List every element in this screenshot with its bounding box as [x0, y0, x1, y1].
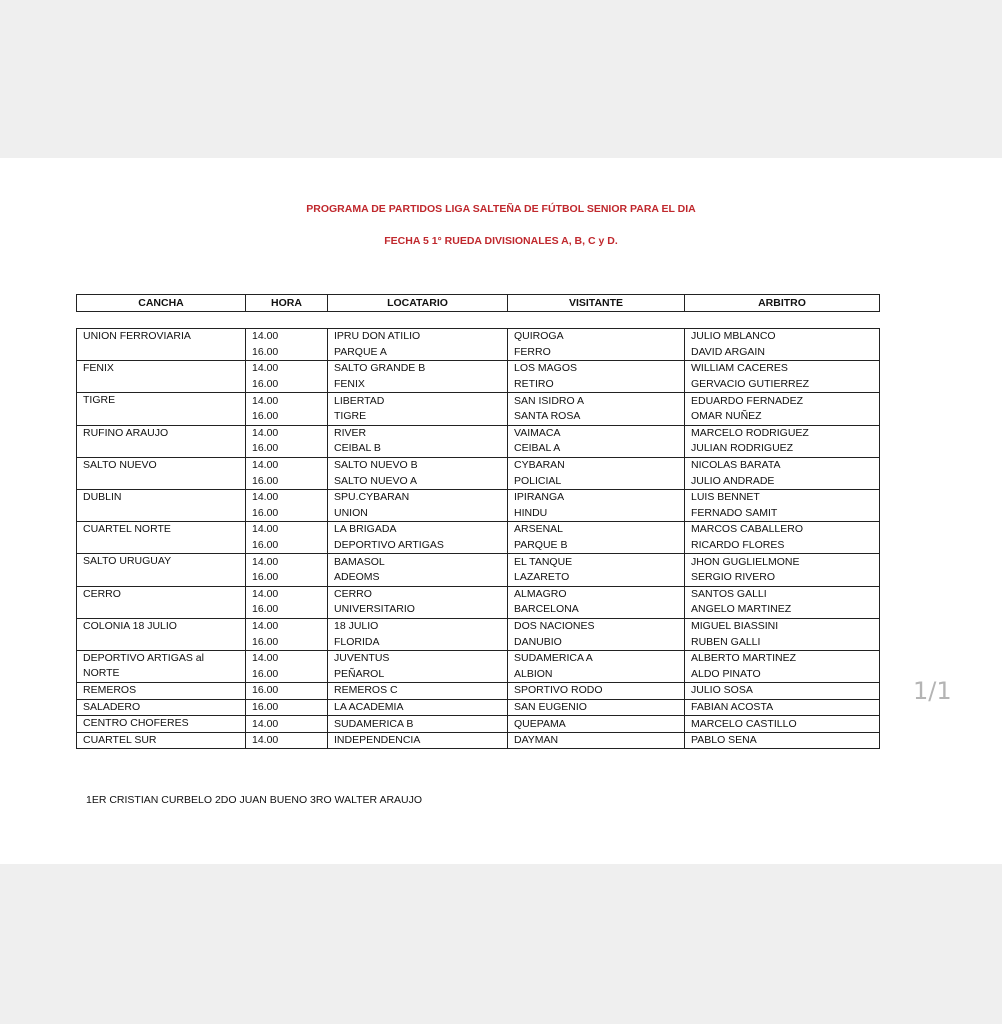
table-row [77, 473, 880, 489]
table-row [77, 329, 880, 345]
cell-visitante: RETIRO [508, 377, 685, 393]
cell-arbitro: JULIAN RODRIGUEZ [685, 441, 880, 457]
cell-cancha [77, 634, 246, 650]
cell-hora: 14.00 [246, 522, 328, 538]
cell-cancha [77, 538, 246, 554]
cell-arbitro: ANGELO MARTINEZ [685, 602, 880, 618]
cell-arbitro: DAVID ARGAIN [685, 345, 880, 361]
table-row [77, 506, 880, 522]
cell-locatario: LIBERTAD [328, 393, 508, 409]
cell-cancha: CENTRO CHOFERES [77, 716, 246, 733]
cell-cancha: RUFINO ARAUJO [77, 425, 246, 441]
cell-locatario: FLORIDA [328, 634, 508, 650]
cell-hora: 16.00 [246, 473, 328, 489]
cell-arbitro: RUBEN GALLI [685, 634, 880, 650]
cell-visitante: DOS NACIONES [508, 618, 685, 634]
cell-locatario: IPRU DON ATILIO [328, 329, 508, 345]
table-row [77, 570, 880, 586]
cell-cancha: DEPORTIVO ARTIGAS al [77, 650, 246, 666]
cell-hora: 14.00 [246, 393, 328, 409]
cell-locatario: REMEROS C [328, 683, 508, 700]
cell-cancha [77, 409, 246, 425]
cell-locatario: LA ACADEMIA [328, 699, 508, 716]
cell-hora: 16.00 [246, 634, 328, 650]
cell-hora: 16.00 [246, 441, 328, 457]
table-row [77, 377, 880, 393]
cell-cancha: SALADERO [77, 699, 246, 716]
cell-locatario: TIGRE [328, 409, 508, 425]
cell-hora: 14.00 [246, 425, 328, 441]
table-row [77, 650, 880, 666]
document-subtitle: FECHA 5 1° RUEDA DIVISIONALES A, B, C y D. [384, 235, 618, 247]
cell-cancha: NORTE [77, 666, 246, 682]
cell-visitante: DAYMAN [508, 732, 685, 749]
table-row [77, 683, 880, 700]
table-row [77, 732, 880, 749]
cell-hora: 16.00 [246, 683, 328, 700]
cell-visitante: SANTA ROSA [508, 409, 685, 425]
cell-locatario: CEIBAL B [328, 441, 508, 457]
cell-visitante: CEIBAL A [508, 441, 685, 457]
header-cancha: CANCHA [77, 295, 246, 312]
cell-locatario: BAMASOL [328, 554, 508, 570]
table-row [77, 554, 880, 570]
cell-visitante: SAN EUGENIO [508, 699, 685, 716]
cell-hora: 14.00 [246, 329, 328, 345]
table-row [77, 425, 880, 441]
table-row [77, 586, 880, 602]
cell-visitante: EL TANQUE [508, 554, 685, 570]
cell-arbitro: JHON GUGLIELMONE [685, 554, 880, 570]
cell-hora: 16.00 [246, 345, 328, 361]
cell-hora: 16.00 [246, 506, 328, 522]
table-row [77, 602, 880, 618]
cell-cancha [77, 570, 246, 586]
cell-locatario: INDEPENDENCIA [328, 732, 508, 749]
cell-visitante: PARQUE B [508, 538, 685, 554]
cell-hora: 16.00 [246, 699, 328, 716]
cell-locatario: PARQUE A [328, 345, 508, 361]
cell-cancha [77, 345, 246, 361]
cell-cancha: SALTO URUGUAY [77, 554, 246, 570]
table-row [77, 457, 880, 473]
cell-arbitro: NICOLAS BARATA [685, 457, 880, 473]
cell-locatario: CERRO [328, 586, 508, 602]
table-row [77, 716, 880, 733]
cell-arbitro: LUIS BENNET [685, 489, 880, 505]
header-table [76, 294, 880, 312]
cell-locatario: ADEOMS [328, 570, 508, 586]
cell-hora: 14.00 [246, 586, 328, 602]
cell-cancha [77, 506, 246, 522]
cell-arbitro: GERVACIO GUTIERREZ [685, 377, 880, 393]
cell-hora: 14.00 [246, 732, 328, 749]
cell-hora: 14.00 [246, 457, 328, 473]
cell-visitante: IPIRANGA [508, 489, 685, 505]
cell-hora: 14.00 [246, 554, 328, 570]
cell-visitante: FERRO [508, 345, 685, 361]
cell-cancha: TIGRE [77, 393, 246, 409]
table-row [77, 409, 880, 425]
table-row [77, 634, 880, 650]
cell-hora: 16.00 [246, 666, 328, 682]
cell-arbitro: RICARDO FLORES [685, 538, 880, 554]
cell-locatario: LA BRIGADA [328, 522, 508, 538]
cell-locatario: UNIVERSITARIO [328, 602, 508, 618]
cell-hora: 16.00 [246, 538, 328, 554]
table-row [77, 666, 880, 682]
cell-cancha: UNION FERROVIARIA [77, 329, 246, 345]
cell-arbitro: MARCELO RODRIGUEZ [685, 425, 880, 441]
cell-cancha [77, 473, 246, 489]
cell-hora: 16.00 [246, 409, 328, 425]
cell-locatario: SPU.CYBARAN [328, 489, 508, 505]
cell-locatario: SALTO GRANDE B [328, 361, 508, 377]
cell-visitante: SAN ISIDRO A [508, 393, 685, 409]
cell-locatario: DEPORTIVO ARTIGAS [328, 538, 508, 554]
table-row [77, 393, 880, 409]
cell-arbitro: MARCELO CASTILLO [685, 716, 880, 733]
cell-visitante: LAZARETO [508, 570, 685, 586]
cell-cancha: SALTO NUEVO [77, 457, 246, 473]
cell-hora: 16.00 [246, 377, 328, 393]
cell-arbitro: ALBERTO MARTINEZ [685, 650, 880, 666]
cell-visitante: DANUBIO [508, 634, 685, 650]
cell-arbitro: FABIAN ACOSTA [685, 699, 880, 716]
cell-arbitro: JULIO ANDRADE [685, 473, 880, 489]
cell-arbitro: MARCOS CABALLERO [685, 522, 880, 538]
table-row [77, 441, 880, 457]
table-row [77, 361, 880, 377]
cell-arbitro: ALDO PINATO [685, 666, 880, 682]
cell-cancha: CUARTEL SUR [77, 732, 246, 749]
table-row [77, 699, 880, 716]
cell-cancha: FENIX [77, 361, 246, 377]
cell-cancha [77, 602, 246, 618]
cell-arbitro: EDUARDO FERNADEZ [685, 393, 880, 409]
cell-visitante: ALMAGRO [508, 586, 685, 602]
document-page [0, 158, 1002, 864]
cell-cancha: DUBLIN [77, 489, 246, 505]
cell-visitante: ARSENAL [508, 522, 685, 538]
cell-hora: 14.00 [246, 650, 328, 666]
cell-cancha: REMEROS [77, 683, 246, 700]
cell-cancha: CUARTEL NORTE [77, 522, 246, 538]
cell-visitante: VAIMACA [508, 425, 685, 441]
table-row [77, 489, 880, 505]
cell-arbitro: MIGUEL BIASSINI [685, 618, 880, 634]
cell-locatario: SUDAMERICA B [328, 716, 508, 733]
cell-cancha [77, 377, 246, 393]
header-hora: HORA [246, 295, 328, 312]
cell-locatario: FENIX [328, 377, 508, 393]
header-row [77, 295, 880, 312]
cell-arbitro: PABLO SENA [685, 732, 880, 749]
cell-locatario: 18 JULIO [328, 618, 508, 634]
header-locatario: LOCATARIO [328, 295, 508, 312]
table-row [77, 345, 880, 361]
cell-locatario: UNION [328, 506, 508, 522]
cell-visitante: SPORTIVO RODO [508, 683, 685, 700]
cell-locatario: JUVENTUS [328, 650, 508, 666]
table-row [77, 538, 880, 554]
cell-visitante: HINDU [508, 506, 685, 522]
cell-hora: 16.00 [246, 570, 328, 586]
cell-hora: 14.00 [246, 489, 328, 505]
cell-locatario: SALTO NUEVO A [328, 473, 508, 489]
cell-arbitro: WILLIAM CACERES [685, 361, 880, 377]
cell-cancha [77, 441, 246, 457]
cell-arbitro: OMAR NUÑEZ [685, 409, 880, 425]
cell-hora: 14.00 [246, 361, 328, 377]
cell-cancha: CERRO [77, 586, 246, 602]
cell-visitante: POLICIAL [508, 473, 685, 489]
cell-visitante: CYBARAN [508, 457, 685, 473]
table-row [77, 522, 880, 538]
cell-locatario: SALTO NUEVO B [328, 457, 508, 473]
header-arbitro: ARBITRO [685, 295, 880, 312]
cell-visitante: LOS MAGOS [508, 361, 685, 377]
cell-cancha: COLONIA 18 JULIO [77, 618, 246, 634]
cell-arbitro: SERGIO RIVERO [685, 570, 880, 586]
cell-locatario: PEÑAROL [328, 666, 508, 682]
cell-visitante: BARCELONA [508, 602, 685, 618]
matches-table [76, 328, 880, 749]
cell-visitante: SUDAMERICA A [508, 650, 685, 666]
cell-locatario: RIVER [328, 425, 508, 441]
cell-arbitro: FERNADO SAMIT [685, 506, 880, 522]
header-visitante: VISITANTE [508, 295, 685, 312]
table-row [77, 618, 880, 634]
cell-hora: 14.00 [246, 618, 328, 634]
document-title: PROGRAMA DE PARTIDOS LIGA SALTEÑA DE FÚTBOL SENIOR PARA EL DIA [306, 203, 696, 215]
cell-hora: 14.00 [246, 716, 328, 733]
page-indicator: 1/1 [913, 677, 952, 705]
cell-visitante: ALBION [508, 666, 685, 682]
cell-arbitro: SANTOS GALLI [685, 586, 880, 602]
cell-visitante: QUIROGA [508, 329, 685, 345]
cell-hora: 16.00 [246, 602, 328, 618]
cell-visitante: QUEPAMA [508, 716, 685, 733]
referees-footer: 1ER CRISTIAN CURBELO 2DO JUAN BUENO 3RO WALTER ARAUJO [86, 794, 423, 806]
cell-arbitro: JULIO SOSA [685, 683, 880, 700]
cell-arbitro: JULIO MBLANCO [685, 329, 880, 345]
